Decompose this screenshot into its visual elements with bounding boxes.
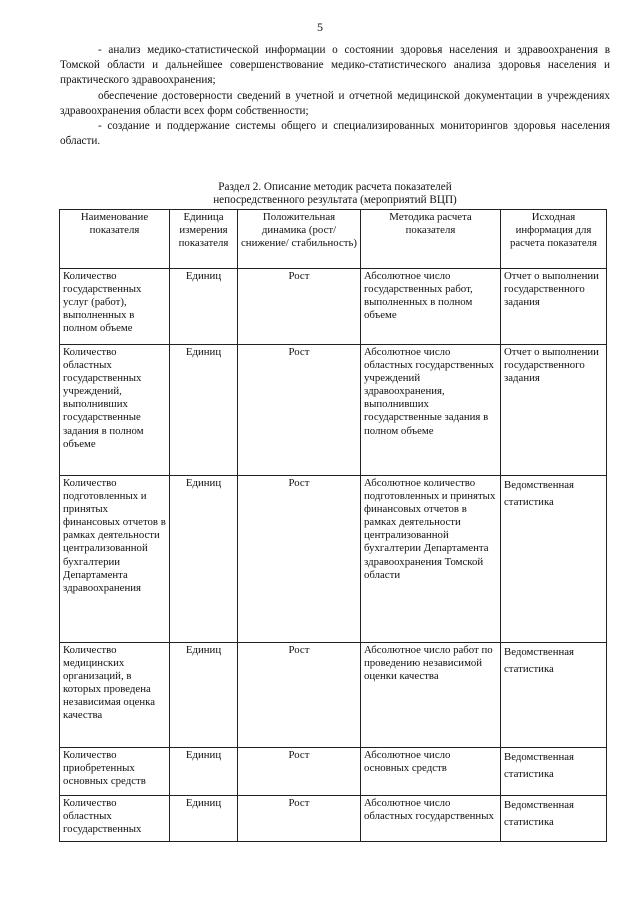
cell-dynamics: Рост	[238, 796, 361, 842]
cell-source: Ведомственная статистика	[501, 796, 607, 842]
table-row	[60, 748, 607, 796]
indicators-table	[59, 209, 607, 842]
cell-source: Ведомственная статистика	[501, 476, 607, 643]
section-subtitle-line: непосредственного результата (мероприятий ВЦП)	[213, 194, 457, 206]
cell-dynamics: Рост	[238, 345, 361, 476]
cell-unit: Единиц	[170, 345, 238, 476]
cell-dynamics: Рост	[238, 269, 361, 345]
cell-source: Отчет о выполнении государственного задания	[501, 269, 607, 345]
column-header-source: Исходная информация для расчета показателя	[501, 210, 607, 269]
cell-method: Абсолютное количество подготовленных и принятых финансовых отчетов в рамках деятельности централизованной бухгалтерии Департамента здравоохранения Томской области	[361, 476, 501, 643]
cell-indicator-name: Количество областных государственных учреждений, выполнивших государственные задания в полном объеме	[60, 345, 170, 476]
cell-method: Абсолютное число областных государственных	[361, 796, 501, 842]
table-header-row	[60, 210, 607, 269]
cell-indicator-name: Количество медицинских организаций, в которых проведена независимая оценка качества	[60, 643, 170, 748]
column-header-method: Методика расчета показателя	[361, 210, 501, 269]
cell-unit: Единиц	[170, 643, 238, 748]
cell-indicator-name: Количество государственных услуг (работ), выполненных в полном объеме	[60, 269, 170, 345]
cell-unit: Единиц	[170, 796, 238, 842]
cell-method: Абсолютное число работ по проведению независимой оценки качества	[361, 643, 501, 748]
intro-text	[60, 43, 610, 149]
section-title-line: Раздел 2. Описание методик расчета показателей	[218, 181, 452, 193]
table-row	[60, 643, 607, 748]
table-row	[60, 476, 607, 643]
cell-unit: Единиц	[170, 269, 238, 345]
cell-method: Абсолютное число областных государственных учреждений здравоохранения, выполнивших государственные задания в полном объеме	[361, 345, 501, 476]
intro-paragraph: обеспечение достоверности сведений в учетной и отчетной медицинской документации в учреждениях здравоохранения области всех форм собственности;	[60, 89, 610, 117]
table-row	[60, 345, 607, 476]
cell-dynamics: Рост	[238, 476, 361, 643]
cell-unit: Единиц	[170, 476, 238, 643]
cell-dynamics: Рост	[238, 643, 361, 748]
cell-method: Абсолютное число государственных работ, выполненных в полном объеме	[361, 269, 501, 345]
intro-paragraph: - создание и поддержание системы общего и специализированных мониторингов здоровья населения области.	[60, 120, 610, 148]
cell-indicator-name: Количество областных государственных	[60, 796, 170, 842]
table-row	[60, 269, 607, 345]
cell-unit: Единиц	[170, 748, 238, 796]
cell-source: Ведомственная статистика	[501, 748, 607, 796]
section-title	[60, 181, 610, 207]
table-row	[60, 796, 607, 842]
column-header-unit: Единица измерения показателя	[170, 210, 238, 269]
intro-paragraph: - анализ медико-статистической информации о состоянии здоровья населения и здравоохранения в Томской области и дальнейшее совершенствование медико-статистического анализа здоровья населения и практического здравоохранения;	[60, 44, 610, 87]
cell-method: Абсолютное число основных средств	[361, 748, 501, 796]
page-number: 5	[317, 20, 323, 34]
cell-indicator-name: Количество приобретенных основных средств	[60, 748, 170, 796]
cell-indicator-name: Количество подготовленных и принятых финансовых отчетов в рамках деятельности централизованной бухгалтерии Департамента здравоохранения	[60, 476, 170, 643]
cell-dynamics: Рост	[238, 748, 361, 796]
column-header-dynamics: Положительная динамика (рост/снижение/ стабильность)	[238, 210, 361, 269]
cell-source: Ведомственная статистика	[501, 643, 607, 748]
cell-source: Отчет о выполнении государственного задания	[501, 345, 607, 476]
column-header-name: Наименование показателя	[60, 210, 170, 269]
